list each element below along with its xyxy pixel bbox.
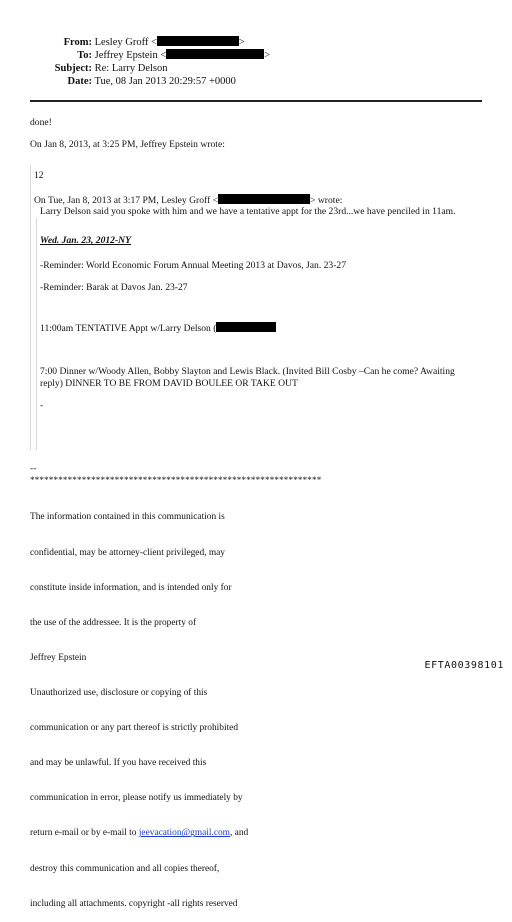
disclaimer-line: The information contained in this communication is: [30, 512, 225, 523]
disclaimer-line: communication in error, please notify us immediately by: [30, 793, 243, 804]
from-tail: >: [238, 37, 245, 48]
subject-row: [46, 62, 168, 75]
quote-header: On Jan 8, 2013, at 3:25 PM, Jeffrey Epstein wrote:: [30, 139, 225, 150]
header-divider: [30, 100, 482, 102]
date-value: Tue, 08 Jan 2013 20:29:57 +0000: [94, 76, 236, 87]
bates-number: EFTA00398101: [424, 660, 504, 671]
appt-text: 11:00am TENTATIVE Appt w/Larry Delson (: [40, 323, 217, 334]
reminder-2: -Reminder: Barak at Davos Jan. 23-27: [40, 282, 188, 293]
dinner-line-2: reply) DINNER TO BE FROM DAVID BOULEE OR TAKE OUT: [40, 378, 298, 389]
disclaimer-block: [30, 489, 248, 922]
disclaimer-email-line: [30, 828, 248, 840]
dash-line: -: [40, 400, 44, 411]
disclaimer-line: Jeffrey Epstein: [30, 652, 87, 663]
quote2-header-post: > wrote:: [310, 195, 343, 206]
date-label: Date:: [67, 76, 92, 87]
quote2-header-pre: On Tue, Jan 8, 2013 at 3:17 PM, Lesley Groff <: [34, 195, 219, 206]
subject-label: Subject:: [54, 63, 92, 74]
email-line-pre: return e-mail or by e-mail to: [30, 828, 139, 839]
to-label: To:: [77, 50, 92, 61]
schedule-date: Wed. Jan. 23, 2012-NY: [40, 235, 131, 246]
disclaimer-line: constitute inside information, and is intended only for: [30, 582, 232, 593]
disclaimer-line: confidential, may be attorney-client privileged, may: [30, 547, 225, 558]
to-value: Jeffrey Epstein <: [94, 50, 167, 61]
disclaimer-line: and may be unlawful. If you have received this: [30, 758, 207, 769]
disclaimer-line: the use of the addressee. It is the property of: [30, 617, 197, 628]
dinner-line-1: 7:00 Dinner w/Woody Allen, Bobby Slayton and Lewis Black. (Invited Bill Cosby –Can he come? Awaiting: [40, 366, 455, 377]
disclaimer-line: communication or any part thereof is strictly prohibited: [30, 723, 239, 734]
from-row: [46, 36, 245, 49]
email-link[interactable]: jeevacation@gmail.com: [138, 828, 230, 839]
quote2-text: Larry Delson said you spoke with him and we have a tentative appt for the 23rd...we have penciled in 11am.: [40, 206, 456, 217]
redaction-box: [157, 36, 239, 46]
email-line-post: , and: [229, 828, 249, 839]
redaction-box: [216, 322, 276, 332]
date-row: [46, 75, 236, 88]
redaction-box: [166, 49, 264, 59]
sig-separator: --: [30, 463, 37, 474]
reminder-1: -Reminder: World Economic Forum Annual Meeting 2013 at Davos, Jan. 23-27: [40, 260, 347, 271]
quoted-reply: 12: [34, 170, 44, 181]
from-value: Lesley Groff <: [94, 37, 157, 48]
to-row: [46, 49, 270, 62]
from-label: From:: [63, 37, 92, 48]
disclaimer-line: Unauthorized use, disclosure or copying of this: [30, 687, 208, 698]
to-tail: >: [264, 50, 271, 61]
appt-line: [40, 322, 276, 335]
reply-text: done!: [30, 117, 52, 128]
sig-stars: **************************************************************: [30, 475, 322, 485]
disclaimer-line: including all attachments. copyright -all rights reserved: [30, 898, 238, 909]
subject-value: Re: Larry Delson: [94, 63, 168, 74]
redaction-box: [218, 194, 310, 204]
disclaimer-line: destroy this communication and all copies thereof,: [30, 863, 220, 874]
